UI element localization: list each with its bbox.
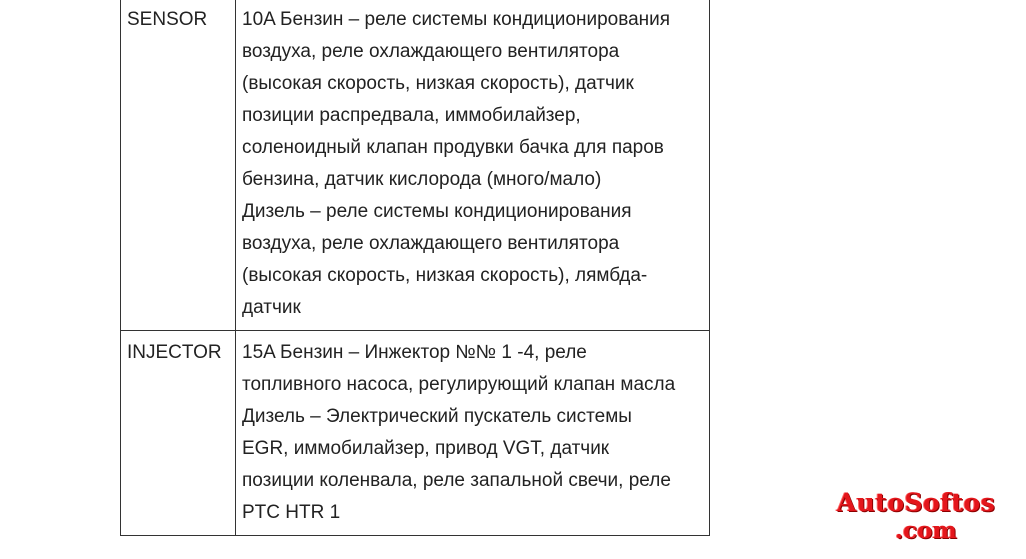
- description-line: бензина, датчик кислорода (много/мало): [242, 169, 602, 190]
- description-line: Дизель – реле системы кондиционирования: [242, 201, 632, 222]
- watermark-domain: .com: [895, 517, 957, 544]
- description-line: датчик: [242, 297, 301, 318]
- fuse-table: [120, 0, 710, 536]
- description-line: (высокая скорость, низкая скорость), датчик: [242, 73, 634, 94]
- description-line: 10A Бензин – реле системы кондиционирования: [242, 9, 671, 30]
- fuse-description-cell: [236, 331, 710, 536]
- watermark-name: AutoSoftos: [836, 488, 996, 517]
- fuse-name-cell: INJECTOR: [121, 331, 236, 536]
- description-line: EGR, иммобилайзер, привод VGT, датчик: [242, 438, 610, 459]
- description-line: PTC HTR 1: [242, 502, 341, 523]
- description-line: позиции коленвала, реле запальной свечи, реле: [242, 470, 671, 491]
- description-line: позиции распредвала, иммобилайзер,: [242, 105, 581, 126]
- table-row-injector: [121, 331, 710, 536]
- fuse-name-cell: SENSOR: [121, 0, 236, 331]
- description-line: соленоидный клапан продувки бачка для паров: [242, 137, 664, 158]
- table-row-sensor: [121, 0, 710, 331]
- description-line: воздуха, реле охлаждающего вентилятора: [242, 41, 620, 62]
- description-line: Дизель – Электрический пускатель системы: [242, 406, 632, 427]
- description-line: воздуха, реле охлаждающего вентилятора: [242, 233, 620, 254]
- description-line: топливного насоса, регулирующий клапан масла: [242, 374, 676, 395]
- description-line: 15A Бензин – Инжектор №№ 1 -4, реле: [242, 342, 587, 363]
- watermark-logo: [816, 488, 1016, 544]
- fuse-description-cell: [236, 0, 710, 331]
- description-line: (высокая скорость, низкая скорость), лямбда-: [242, 265, 648, 286]
